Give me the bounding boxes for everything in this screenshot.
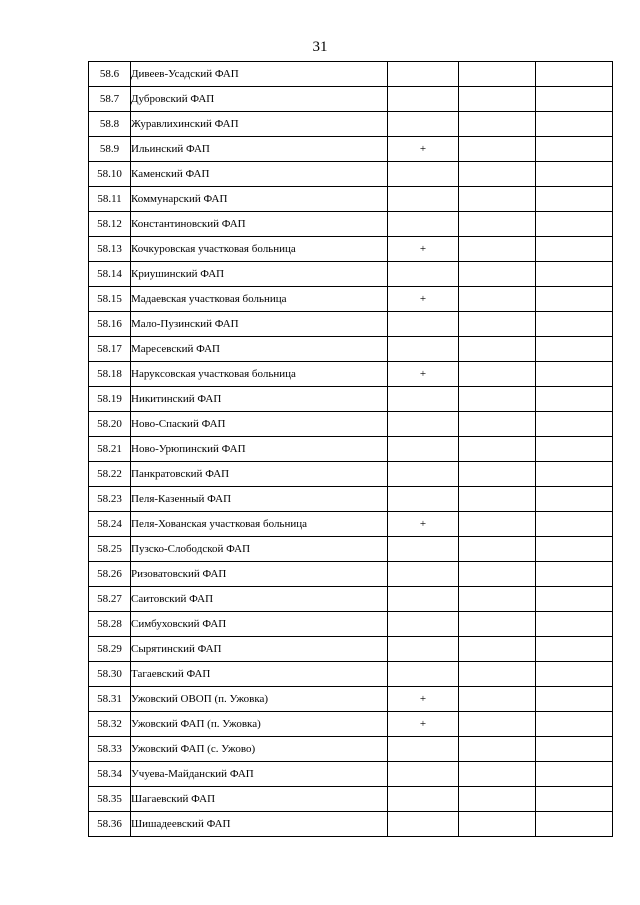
row-number: 58.19 — [89, 387, 131, 412]
mark-cell-2 — [459, 637, 536, 662]
facility-name: Ризоватовский ФАП — [131, 562, 388, 587]
facility-name: Ужовский ФАП (п. Ужовка) — [131, 712, 388, 737]
mark-cell-2 — [459, 662, 536, 687]
row-number: 58.11 — [89, 187, 131, 212]
row-number: 58.32 — [89, 712, 131, 737]
mark-cell-3 — [536, 512, 613, 537]
mark-cell-2 — [459, 562, 536, 587]
mark-cell-3 — [536, 687, 613, 712]
table-row — [89, 87, 613, 112]
facility-name: Тагаевский ФАП — [131, 662, 388, 687]
mark-cell-2 — [459, 262, 536, 287]
mark-cell-1 — [388, 737, 459, 762]
row-number: 58.36 — [89, 812, 131, 837]
mark-cell-1 — [388, 462, 459, 487]
table-row — [89, 287, 613, 312]
mark-cell-2 — [459, 237, 536, 262]
facility-name: Ужовский ФАП (с. Ужово) — [131, 737, 388, 762]
mark-cell-2 — [459, 362, 536, 387]
row-number: 58.26 — [89, 562, 131, 587]
mark-cell-2 — [459, 412, 536, 437]
facility-name: Криушинский ФАП — [131, 262, 388, 287]
mark-cell-2 — [459, 437, 536, 462]
facility-name: Дивеев-Усадский ФАП — [131, 62, 388, 87]
facility-name: Учуева-Майданский ФАП — [131, 762, 388, 787]
mark-cell-1 — [388, 637, 459, 662]
mark-cell-2 — [459, 162, 536, 187]
row-number: 58.9 — [89, 137, 131, 162]
row-number: 58.7 — [89, 87, 131, 112]
facility-name: Ужовский ОВОП (п. Ужовка) — [131, 687, 388, 712]
row-number: 58.30 — [89, 662, 131, 687]
mark-cell-1 — [388, 337, 459, 362]
row-number: 58.17 — [89, 337, 131, 362]
row-number: 58.10 — [89, 162, 131, 187]
row-number: 58.29 — [89, 637, 131, 662]
table-row — [89, 237, 613, 262]
facility-name: Константиновский ФАП — [131, 212, 388, 237]
mark-cell-3 — [536, 612, 613, 637]
table-row — [89, 562, 613, 587]
mark-cell-3 — [536, 762, 613, 787]
mark-cell-3 — [536, 437, 613, 462]
facility-name: Нарукcовская участковая больница — [131, 362, 388, 387]
facility-name: Симбуховский ФАП — [131, 612, 388, 637]
mark-cell-3 — [536, 562, 613, 587]
mark-cell-1 — [388, 537, 459, 562]
mark-cell-1 — [388, 312, 459, 337]
table-row — [89, 412, 613, 437]
mark-cell-1 — [388, 87, 459, 112]
row-number: 58.6 — [89, 62, 131, 87]
row-number: 58.12 — [89, 212, 131, 237]
table-row — [89, 662, 613, 687]
row-number: 58.23 — [89, 487, 131, 512]
table-row — [89, 587, 613, 612]
mark-cell-1 — [388, 787, 459, 812]
mark-cell-2 — [459, 737, 536, 762]
row-number: 58.14 — [89, 262, 131, 287]
table-row — [89, 462, 613, 487]
mark-cell-3 — [536, 162, 613, 187]
mark-cell-2 — [459, 462, 536, 487]
table-row — [89, 137, 613, 162]
mark-cell-1 — [388, 562, 459, 587]
mark-cell-2 — [459, 112, 536, 137]
facility-name: Мадаевская участковая больница — [131, 287, 388, 312]
table-row — [89, 187, 613, 212]
table-row — [89, 762, 613, 787]
mark-cell-1 — [388, 62, 459, 87]
row-number: 58.15 — [89, 287, 131, 312]
mark-cell-1: + — [388, 137, 459, 162]
row-number: 58.22 — [89, 462, 131, 487]
row-number: 58.8 — [89, 112, 131, 137]
mark-cell-1 — [388, 762, 459, 787]
mark-cell-1 — [388, 587, 459, 612]
mark-cell-1 — [388, 212, 459, 237]
mark-cell-2 — [459, 512, 536, 537]
facility-name: Пузско-Слободской ФАП — [131, 537, 388, 562]
facility-name: Маресевский ФАП — [131, 337, 388, 362]
mark-cell-1: + — [388, 512, 459, 537]
facility-name: Никитинский ФАП — [131, 387, 388, 412]
mark-cell-1 — [388, 487, 459, 512]
mark-cell-3 — [536, 87, 613, 112]
facility-name: Мало-Пузинский ФАП — [131, 312, 388, 337]
mark-cell-1 — [388, 662, 459, 687]
table-row — [89, 612, 613, 637]
mark-cell-1: + — [388, 687, 459, 712]
mark-cell-2 — [459, 587, 536, 612]
table-row — [89, 362, 613, 387]
mark-cell-3 — [536, 487, 613, 512]
mark-cell-3 — [536, 587, 613, 612]
mark-cell-1: + — [388, 237, 459, 262]
table-row — [89, 262, 613, 287]
table-row — [89, 437, 613, 462]
mark-cell-3 — [536, 662, 613, 687]
mark-cell-2 — [459, 537, 536, 562]
mark-cell-3 — [536, 812, 613, 837]
mark-cell-2 — [459, 137, 536, 162]
table-row — [89, 62, 613, 87]
mark-cell-1 — [388, 387, 459, 412]
mark-cell-1: + — [388, 287, 459, 312]
table-row — [89, 687, 613, 712]
table-row — [89, 487, 613, 512]
mark-cell-2 — [459, 812, 536, 837]
row-number: 58.33 — [89, 737, 131, 762]
mark-cell-2 — [459, 312, 536, 337]
facility-name: Журавлихинский ФАП — [131, 112, 388, 137]
row-number: 58.21 — [89, 437, 131, 462]
row-number: 58.35 — [89, 787, 131, 812]
facility-name: Ново-Спаский ФАП — [131, 412, 388, 437]
table-row — [89, 112, 613, 137]
facility-name: Кочкуровская участковая больница — [131, 237, 388, 262]
table-row — [89, 312, 613, 337]
mark-cell-2 — [459, 762, 536, 787]
table-body — [89, 62, 613, 837]
facility-name: Шагаевский ФАП — [131, 787, 388, 812]
mark-cell-2 — [459, 187, 536, 212]
facility-name: Сырятинский ФАП — [131, 637, 388, 662]
mark-cell-1: + — [388, 362, 459, 387]
facility-name: Пеля-Казенный ФАП — [131, 487, 388, 512]
mark-cell-1 — [388, 162, 459, 187]
mark-cell-3 — [536, 462, 613, 487]
row-number: 58.13 — [89, 237, 131, 262]
mark-cell-2 — [459, 387, 536, 412]
mark-cell-3 — [536, 637, 613, 662]
mark-cell-3 — [536, 312, 613, 337]
table-row — [89, 387, 613, 412]
mark-cell-1 — [388, 612, 459, 637]
mark-cell-3 — [536, 212, 613, 237]
table-row — [89, 737, 613, 762]
mark-cell-3 — [536, 187, 613, 212]
facility-name: Пеля-Хованская участковая больница — [131, 512, 388, 537]
mark-cell-3 — [536, 387, 613, 412]
facility-name: Дубровский ФАП — [131, 87, 388, 112]
mark-cell-3 — [536, 62, 613, 87]
mark-cell-3 — [536, 712, 613, 737]
mark-cell-3 — [536, 137, 613, 162]
mark-cell-2 — [459, 87, 536, 112]
mark-cell-2 — [459, 212, 536, 237]
table-row — [89, 637, 613, 662]
facility-name: Ильинский ФАП — [131, 137, 388, 162]
row-number: 58.16 — [89, 312, 131, 337]
table-row — [89, 537, 613, 562]
row-number: 58.25 — [89, 537, 131, 562]
mark-cell-3 — [536, 362, 613, 387]
row-number: 58.27 — [89, 587, 131, 612]
mark-cell-2 — [459, 337, 536, 362]
mark-cell-3 — [536, 337, 613, 362]
facility-name: Шишадеевский ФАП — [131, 812, 388, 837]
table-row — [89, 162, 613, 187]
table-row — [89, 812, 613, 837]
row-number: 58.34 — [89, 762, 131, 787]
row-number: 58.31 — [89, 687, 131, 712]
mark-cell-1: + — [388, 712, 459, 737]
row-number: 58.20 — [89, 412, 131, 437]
mark-cell-1 — [388, 812, 459, 837]
mark-cell-3 — [536, 537, 613, 562]
table-row — [89, 712, 613, 737]
table-row — [89, 512, 613, 537]
mark-cell-3 — [536, 412, 613, 437]
mark-cell-3 — [536, 787, 613, 812]
mark-cell-2 — [459, 62, 536, 87]
facility-name: Саитовский ФАП — [131, 587, 388, 612]
mark-cell-3 — [536, 237, 613, 262]
mark-cell-3 — [536, 737, 613, 762]
table-row — [89, 212, 613, 237]
facility-name: Каменский ФАП — [131, 162, 388, 187]
mark-cell-3 — [536, 262, 613, 287]
table-row — [89, 337, 613, 362]
row-number: 58.18 — [89, 362, 131, 387]
mark-cell-1 — [388, 262, 459, 287]
mark-cell-2 — [459, 712, 536, 737]
facility-name: Коммунарский ФАП — [131, 187, 388, 212]
facility-name: Ново-Урюпинский ФАП — [131, 437, 388, 462]
page-number: 31 — [312, 39, 328, 55]
mark-cell-3 — [536, 287, 613, 312]
mark-cell-2 — [459, 787, 536, 812]
mark-cell-1 — [388, 437, 459, 462]
mark-cell-2 — [459, 687, 536, 712]
mark-cell-1 — [388, 187, 459, 212]
row-number: 58.28 — [89, 612, 131, 637]
facilities-table — [88, 61, 613, 837]
mark-cell-2 — [459, 487, 536, 512]
mark-cell-1 — [388, 112, 459, 137]
mark-cell-3 — [536, 112, 613, 137]
mark-cell-2 — [459, 612, 536, 637]
mark-cell-2 — [459, 287, 536, 312]
row-number: 58.24 — [89, 512, 131, 537]
table-row — [89, 787, 613, 812]
mark-cell-1 — [388, 412, 459, 437]
facility-name: Панкратовский ФАП — [131, 462, 388, 487]
